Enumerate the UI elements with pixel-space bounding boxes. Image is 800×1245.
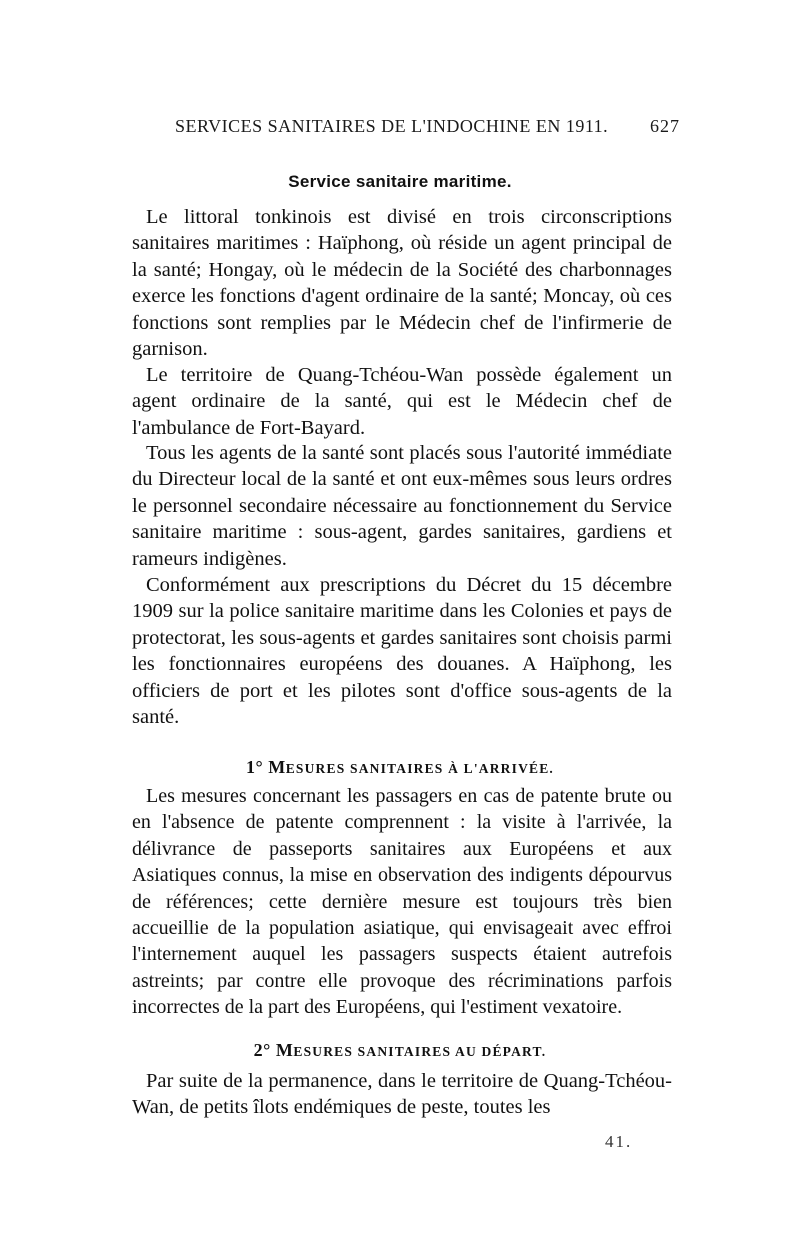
paragraph-arrival xyxy=(132,783,672,1021)
paragraph-text: Par suite de la permanence, dans le territoire de Quang-Tchéou-Wan, de petits îlots endémiques de peste, toutes les xyxy=(132,1070,672,1119)
paragraph-text: Le territoire de Quang-Tchéou-Wan possède également un agent ordinaire de la santé, qui est le Médecin chef de l'ambulance de Fort-Bayard. xyxy=(132,364,672,439)
paragraph xyxy=(132,362,672,441)
paragraph-text: Conformément aux prescriptions du Décret du 15 décembre 1909 sur la police sanitaire maritime dans les Colonies et pays de protectorat, les sous-agents et gardes sanitaires sont choisis parmi les fonctionnaires européens des douanes. A Haïphong, les officiers de port et les pilotes sont d'office sous-agents de la santé. xyxy=(132,574,672,729)
paragraph xyxy=(132,572,672,730)
section-title: Service sanitaire maritime. xyxy=(288,172,512,191)
subsection-rest: ESURES SANITAIRES AU DÉPART. xyxy=(293,1044,547,1059)
subsection-heading-departure xyxy=(120,1040,680,1061)
paragraph-text: Les mesures concernant les passagers en cas de patente brute ou en l'absence de patente comprennent : la visite à l'arrivée, la délivrance de passeports sanitaires aux Européens et aux Asiatiques connus, la mise en observation des indigents dépourvus de références; cette dernière mesure est toujours très bien accueillie de la population asiatique, qui envisageait avec effroi l'internement auquel les passagers suspects étaient autrefois astreints; par contre elle provoque des récriminations parfois incorrectes de la part des Européens, qui l'estiment vexatoire. xyxy=(132,785,672,1019)
subsection-initial: M xyxy=(268,757,286,777)
page-number: 627 xyxy=(650,116,680,136)
subsection-heading-arrival xyxy=(120,757,680,778)
signature-mark: 41. xyxy=(605,1132,633,1151)
running-header xyxy=(175,116,680,137)
subsection-initial: M xyxy=(275,1040,294,1060)
paragraph xyxy=(132,204,672,362)
subsection-number: 1° xyxy=(245,757,264,777)
running-title: SERVICES SANITAIRES DE L'INDOCHINE EN 1911. xyxy=(175,116,609,136)
paragraph-text: Tous les agents de la santé sont placés sous l'autorité immédiate du Directeur local de la santé et ont eux-mêmes sous leurs ordres le personnel secondaire nécessaire au fonctionnement du Service sanitaire maritime : sous-agent, gardes sanitaires, gardiens et rameurs indigènes. xyxy=(132,442,672,570)
paragraph-departure xyxy=(132,1068,672,1121)
subsection-number: 2° xyxy=(253,1040,271,1060)
paragraph-text: Le littoral tonkinois est divisé en trois circonscriptions sanitaires maritimes : Haïphong, où réside un agent principal de la santé; Hongay, où le médecin de la Société des charbonnages exerce les fonctions d'agent ordinaire de la santé; Moncay, où ces fonctions sont remplies par le Médecin chef de l'infirmerie de garnison. xyxy=(132,206,672,361)
paragraph xyxy=(132,440,672,572)
subsection-rest: ESURES SANITAIRES À L'ARRIVÉE. xyxy=(285,761,555,776)
